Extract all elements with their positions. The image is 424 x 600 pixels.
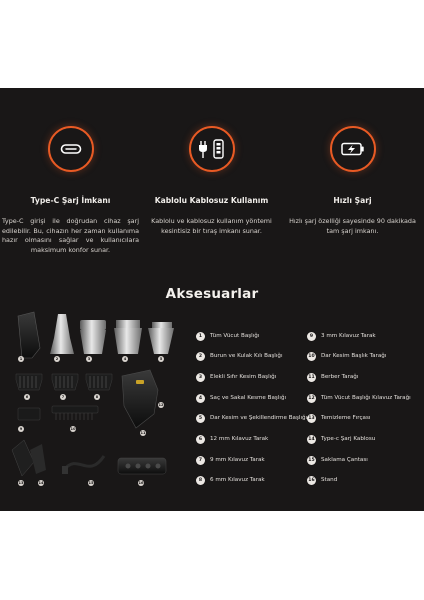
accessory-number: 15 <box>308 458 315 463</box>
product-tag: 15 <box>88 481 94 485</box>
accessory-label: Burun ve Kulak Kılı Başlığı <box>210 353 283 359</box>
accessories-title: Aksesuarlar <box>165 286 259 302</box>
product-tag: 2 <box>55 357 59 361</box>
accessory-item <box>196 394 308 403</box>
accessory-number: 2 <box>196 352 205 361</box>
accessory-item <box>307 435 419 444</box>
battery-charging-icon <box>330 126 376 172</box>
feature-title: Type-C Şarj İmkanı <box>30 196 111 205</box>
accessory-number: 13 <box>308 416 315 421</box>
product-tag: 13 <box>18 481 24 485</box>
accessories-product-image <box>8 310 194 506</box>
accessory-label: Temizleme Fırçası <box>321 415 371 421</box>
accessory-label: Type-c Şarj Kablosu <box>321 436 376 442</box>
accessory-item <box>307 456 419 465</box>
accessory-number: 8 <box>196 476 205 485</box>
accessory-label: 6 mm Kılavuz Tarak <box>210 477 265 483</box>
usb-c-icon <box>48 126 94 172</box>
product-tag: 14 <box>38 481 44 485</box>
accessory-label: Tüm Vücut Başlığı Kılavuz Tarağı <box>321 395 411 401</box>
feature-fast-charge <box>282 126 423 236</box>
accessory-number: 5 <box>196 414 205 423</box>
product-tag: 6 <box>25 395 29 399</box>
accessory-number: 12 <box>308 396 315 401</box>
product-tag: 10 <box>70 427 76 431</box>
accessory-number: 16 <box>308 478 315 483</box>
accessory-label: 9 mm Kılavuz Tarak <box>210 457 265 463</box>
accessory-label: 12 mm Kılavuz Tarak <box>210 436 269 442</box>
accessory-label: Dar Kesim ve Şekillendirme Başlığı <box>210 415 308 421</box>
accessory-number: 6 <box>196 435 205 444</box>
product-feature-panel <box>0 88 424 511</box>
product-tag: 7 <box>61 395 65 399</box>
feature-description: Kablolu ve kablosuz kullanım yöntemi kesintisiz bir tıraş imkanı sunar. <box>151 217 272 235</box>
product-tag: 9 <box>19 427 23 431</box>
product-tag: 11 <box>140 431 146 435</box>
accessory-item <box>196 476 308 485</box>
product-tag: 8 <box>95 395 99 399</box>
accessory-label: Saç ve Sakal Kesme Başlığı <box>210 395 287 401</box>
accessory-item <box>307 394 419 403</box>
accessory-item <box>307 332 419 341</box>
accessory-item <box>196 352 308 361</box>
accessory-number: 9 <box>307 332 316 341</box>
accessory-number: 4 <box>196 394 205 403</box>
feature-title: Kablolu Kablosuz Kullanım <box>154 196 269 205</box>
feature-description: Hızlı şarj özelliği sayesinde 90 dakikada tam şarj imkanı. <box>289 217 416 235</box>
feature-type-c <box>0 126 141 255</box>
product-tag: 12 <box>158 403 164 407</box>
feature-title: Hızlı Şarj <box>333 196 372 205</box>
accessory-label: Tüm Vücut Başlığı <box>210 333 260 339</box>
accessory-label: Saklama Çantası <box>321 457 368 463</box>
accessory-item <box>196 414 308 423</box>
accessory-item <box>196 456 308 465</box>
accessory-label: Stand <box>321 477 338 483</box>
plug-battery-icon <box>189 126 235 172</box>
accessory-label: 3 mm Kılavuz Tarak <box>321 333 376 339</box>
product-tag: 3 <box>87 357 91 361</box>
feature-description: Type-C girişi ile doğrudan cihaz şarj edilebilir. Bu, cihazın her zaman kullanıma hazır olmasını sağlar ve kullanıcılara maksimum konfor sunar. <box>2 217 139 254</box>
accessory-number: 3 <box>196 373 205 382</box>
accessory-number: 11 <box>308 375 315 380</box>
feature-corded-cordless <box>141 126 282 236</box>
product-tag: 5 <box>159 357 163 361</box>
accessory-label: Elekli Sıfır Kesim Başlığı <box>210 374 277 380</box>
accessory-item <box>196 435 308 444</box>
accessory-number: 7 <box>196 456 205 465</box>
accessory-item <box>196 332 308 341</box>
accessory-item <box>307 352 419 361</box>
accessory-number: 14 <box>308 437 315 442</box>
accessory-label: Berber Tarağı <box>321 374 359 380</box>
accessory-number: 1 <box>196 332 205 341</box>
accessory-label: Dar Kesim Başlık Tarağı <box>321 353 387 359</box>
accessory-item <box>307 373 419 382</box>
product-tag: 16 <box>138 481 144 485</box>
product-tag: 4 <box>123 357 127 361</box>
accessory-number: 10 <box>308 354 315 359</box>
accessory-item <box>307 476 419 485</box>
product-tag: 1 <box>19 357 23 361</box>
accessory-item <box>307 414 419 423</box>
accessory-item <box>196 373 308 382</box>
